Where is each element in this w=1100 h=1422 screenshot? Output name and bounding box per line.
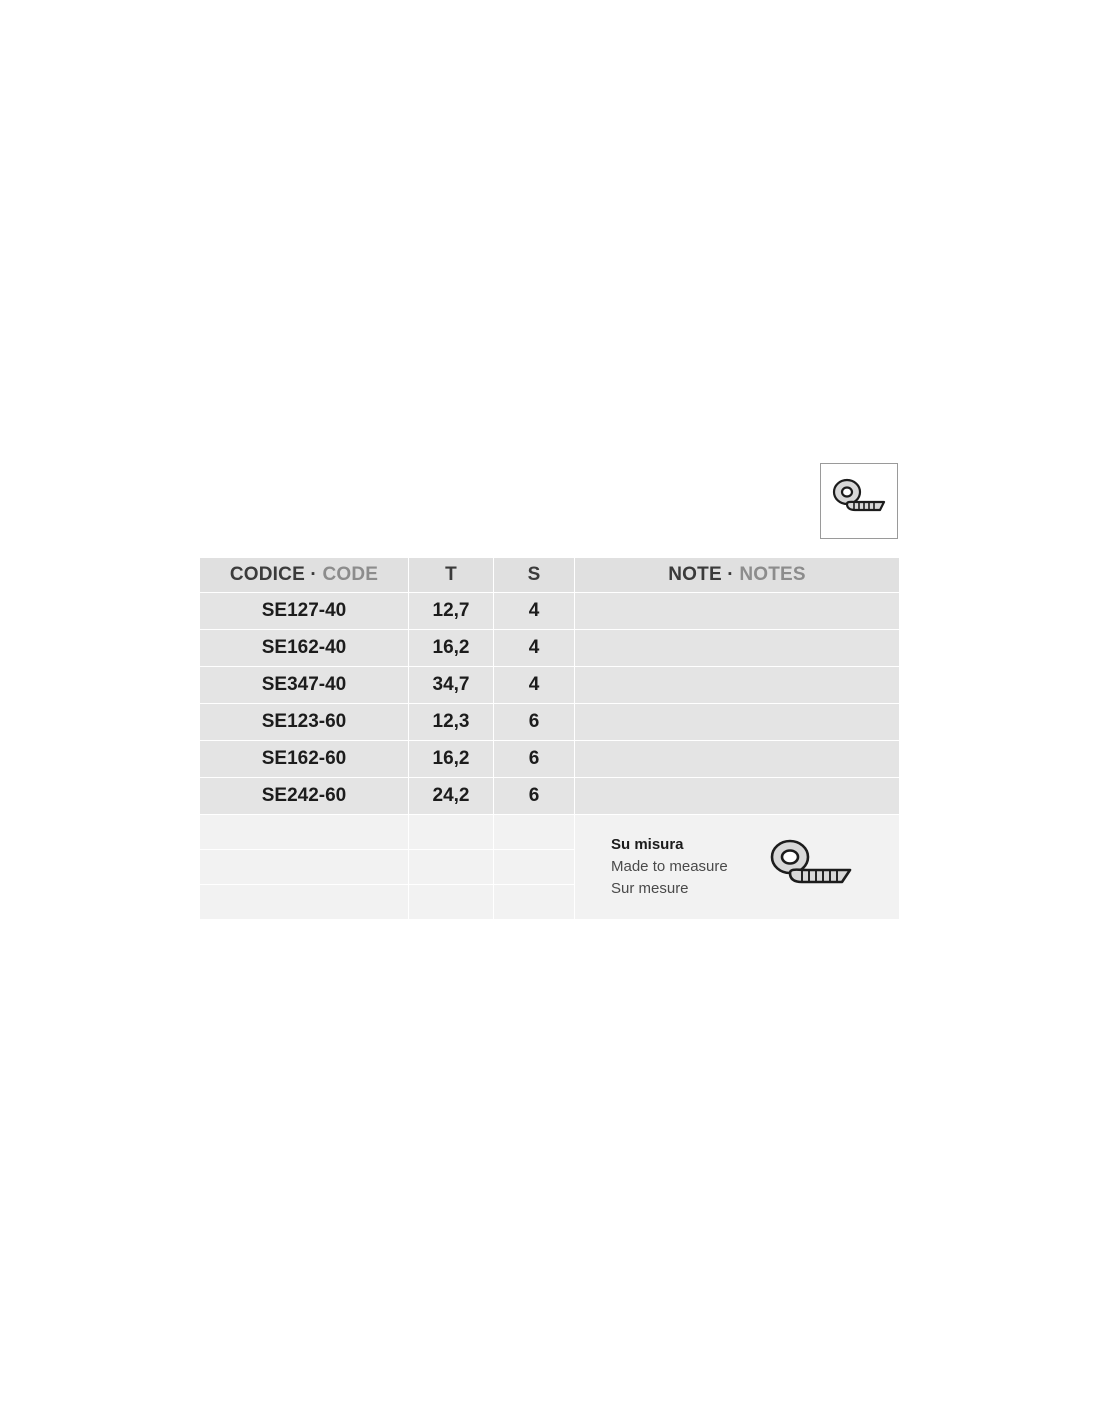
measuring-tape-badge — [820, 463, 898, 539]
cell-t: 16,2 — [409, 741, 493, 777]
table-row — [200, 704, 899, 740]
table-row — [200, 593, 899, 629]
column-header-note — [575, 558, 899, 592]
table-row — [200, 778, 899, 814]
cell-s: 6 — [494, 778, 574, 814]
cell-s — [494, 815, 574, 849]
cell-s: 6 — [494, 741, 574, 777]
made-to-measure-line-it: Su misura — [611, 836, 684, 854]
measuring-tape-icon — [764, 833, 860, 901]
cell-t — [409, 815, 493, 849]
table-row — [200, 667, 899, 703]
cell-code: SE123-60 — [200, 704, 408, 740]
table-row — [200, 741, 899, 777]
column-header-t: T — [409, 558, 493, 592]
made-to-measure-line-fr: Sur mesure — [611, 879, 689, 897]
cell-note — [575, 741, 899, 777]
column-header-note-it: NOTE · — [668, 564, 740, 585]
table-body — [200, 593, 899, 919]
cell-t — [409, 885, 493, 919]
cell-note — [575, 704, 899, 740]
cell-code: SE162-60 — [200, 741, 408, 777]
column-header-code-en: CODE — [322, 564, 379, 585]
made-to-measure-line-en: Made to measure — [611, 858, 728, 876]
cell-s — [494, 885, 574, 919]
cell-code — [200, 815, 408, 849]
spec-table — [199, 557, 900, 920]
cell-s: 4 — [494, 630, 574, 666]
column-header-code-it: CODICE · — [229, 564, 323, 585]
cell-note — [575, 593, 899, 629]
column-header-note-en: NOTES — [739, 564, 806, 585]
cell-t: 12,7 — [409, 593, 493, 629]
made-to-measure-text — [611, 834, 728, 899]
table-header — [200, 558, 899, 592]
cell-t: 16,2 — [409, 630, 493, 666]
cell-code: SE242-60 — [200, 778, 408, 814]
cell-s: 6 — [494, 704, 574, 740]
column-header-code — [200, 558, 408, 592]
spec-table-wrapper — [199, 557, 899, 920]
table-header-row — [200, 558, 899, 592]
cell-t: 34,7 — [409, 667, 493, 703]
cell-code — [200, 850, 408, 884]
cell-code: SE347-40 — [200, 667, 408, 703]
cell-code: SE162-40 — [200, 630, 408, 666]
cell-code — [200, 885, 408, 919]
cell-code: SE127-40 — [200, 593, 408, 629]
table-row — [200, 630, 899, 666]
cell-note — [575, 778, 899, 814]
cell-note — [575, 630, 899, 666]
cell-t — [409, 850, 493, 884]
column-header-s: S — [494, 558, 574, 592]
made-to-measure-note — [575, 815, 899, 919]
cell-t: 24,2 — [409, 778, 493, 814]
cell-note — [575, 667, 899, 703]
cell-s: 4 — [494, 667, 574, 703]
cell-s: 4 — [494, 593, 574, 629]
table-row-empty — [200, 815, 899, 849]
cell-t: 12,3 — [409, 704, 493, 740]
measuring-tape-icon — [821, 472, 897, 520]
cell-s — [494, 850, 574, 884]
